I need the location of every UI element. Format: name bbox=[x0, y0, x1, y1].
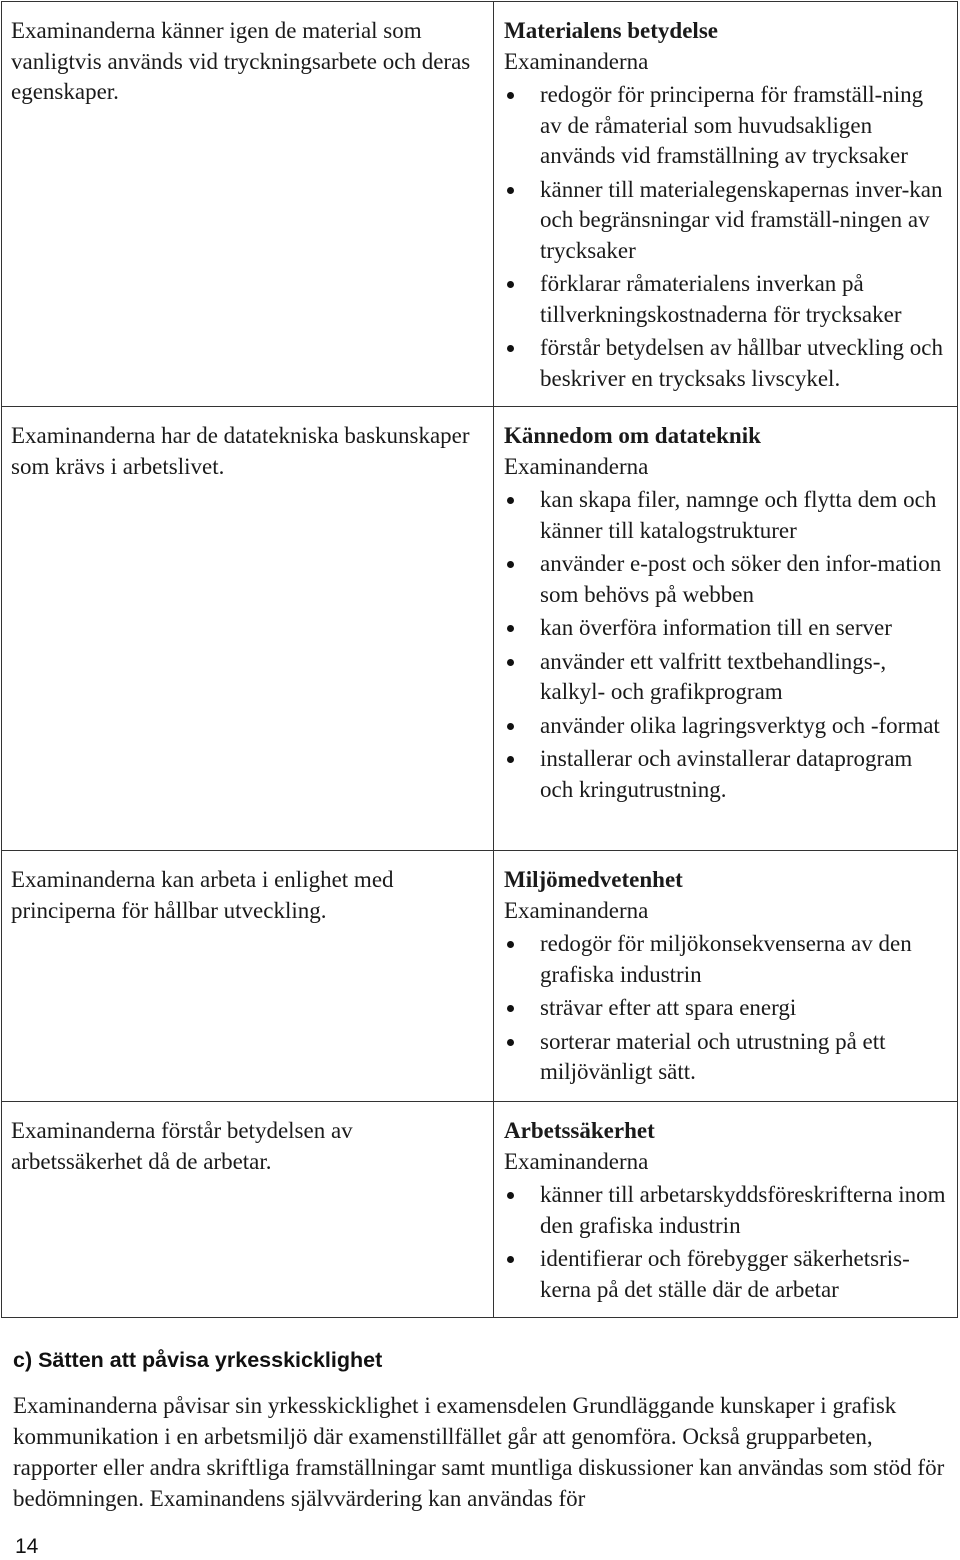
right-cell bbox=[494, 407, 958, 851]
criteria-table bbox=[1, 1, 958, 1318]
list-item: redogör för miljökonsekvenserna av den grafiska industrin bbox=[504, 929, 947, 990]
table-row bbox=[2, 407, 958, 851]
list-item: kan skapa filer, namnge och flytta dem och känner till katalogstrukturer bbox=[504, 485, 947, 546]
list-item: installerar och avinstallerar dataprogram och kringutrustning. bbox=[504, 744, 947, 805]
right-cell bbox=[494, 851, 958, 1102]
criteria-heading: Miljömedvetenhet bbox=[504, 867, 683, 892]
list-item: förstår betydelsen av hållbar utveckling och beskriver en trycksaks livscykel. bbox=[504, 333, 947, 394]
list-item: känner till materialegenskapernas inver-kan och begränsningar vid framställ-ningen av trycksaker bbox=[504, 175, 947, 267]
left-cell bbox=[2, 1102, 494, 1318]
list-item: förklarar råmaterialens inverkan på tillverkningskostnaderna för trycksaker bbox=[504, 269, 947, 330]
right-cell bbox=[494, 2, 958, 407]
criteria-intro: Examinanderna bbox=[504, 453, 649, 479]
criteria-intro: Examinanderna bbox=[504, 897, 649, 923]
criteria-heading: Arbetssäkerhet bbox=[504, 1118, 655, 1143]
criteria-list bbox=[504, 1180, 947, 1305]
table-row bbox=[2, 1102, 958, 1318]
left-cell bbox=[2, 851, 494, 1102]
list-item: kan överföra information till en server bbox=[504, 613, 947, 644]
list-item: sorterar material och utrustning på ett miljövänligt sätt. bbox=[504, 1027, 947, 1088]
body-paragraph: Examinanderna påvisar sin yrkesskicklighet i examensdelen Grundläggande kunskaper i grafisk kommunikation i en arbetsmiljö där examenstillfället går att genomföra. Också grupparbeten, rapporter eller andra skriftliga framställningar samt muntliga diskussioner kan användas som stöd för bedömningen. Examinandens självvärdering kan användas för bbox=[13, 1393, 945, 1511]
list-item: strävar efter att spara energi bbox=[504, 993, 947, 1024]
requirement-text: Examinanderna förstår betydelsen av arbetssäkerhet då de arbetar. bbox=[11, 1118, 353, 1174]
list-item: använder e-post och söker den infor-mation som behövs på webben bbox=[504, 549, 947, 610]
list-item: känner till arbetarskyddsföreskrifterna inom den grafiska industrin bbox=[504, 1180, 947, 1241]
list-item: identifierar och förebygger säkerhetsris-kerna på det ställe där de arbetar bbox=[504, 1244, 947, 1305]
criteria-list bbox=[504, 485, 947, 805]
criteria-intro: Examinanderna bbox=[504, 48, 649, 74]
criteria-heading: Materialens betydelse bbox=[504, 18, 718, 43]
requirement-text: Examinanderna känner igen de material som vanligtvis används vid tryckningsarbete och deras egenskaper. bbox=[11, 18, 471, 104]
criteria-list bbox=[504, 80, 947, 394]
criteria-heading: Kännedom om datateknik bbox=[504, 423, 761, 448]
left-cell bbox=[2, 2, 494, 407]
section-heading: c) Sätten att påvisa yrkesskicklighet bbox=[13, 1348, 383, 1372]
criteria-intro: Examinanderna bbox=[504, 1148, 649, 1174]
table-row bbox=[2, 851, 958, 1102]
table-row bbox=[2, 2, 958, 407]
right-cell bbox=[494, 1102, 958, 1318]
list-item: redogör för principerna för framställ-ning av de råmaterial som huvudsakligen används vid framställning av trycksaker bbox=[504, 80, 947, 172]
list-item: använder ett valfritt textbehandlings-, kalkyl- och grafikprogram bbox=[504, 647, 947, 708]
requirement-text: Examinanderna kan arbeta i enlighet med principerna för hållbar utveckling. bbox=[11, 867, 394, 923]
page-number: 14 bbox=[15, 1535, 39, 1558]
list-item: använder olika lagringsverktyg och -format bbox=[504, 711, 947, 742]
criteria-list bbox=[504, 929, 947, 1088]
left-cell bbox=[2, 407, 494, 851]
requirement-text: Examinanderna har de datatekniska baskunskaper som krävs i arbetslivet. bbox=[11, 423, 470, 479]
